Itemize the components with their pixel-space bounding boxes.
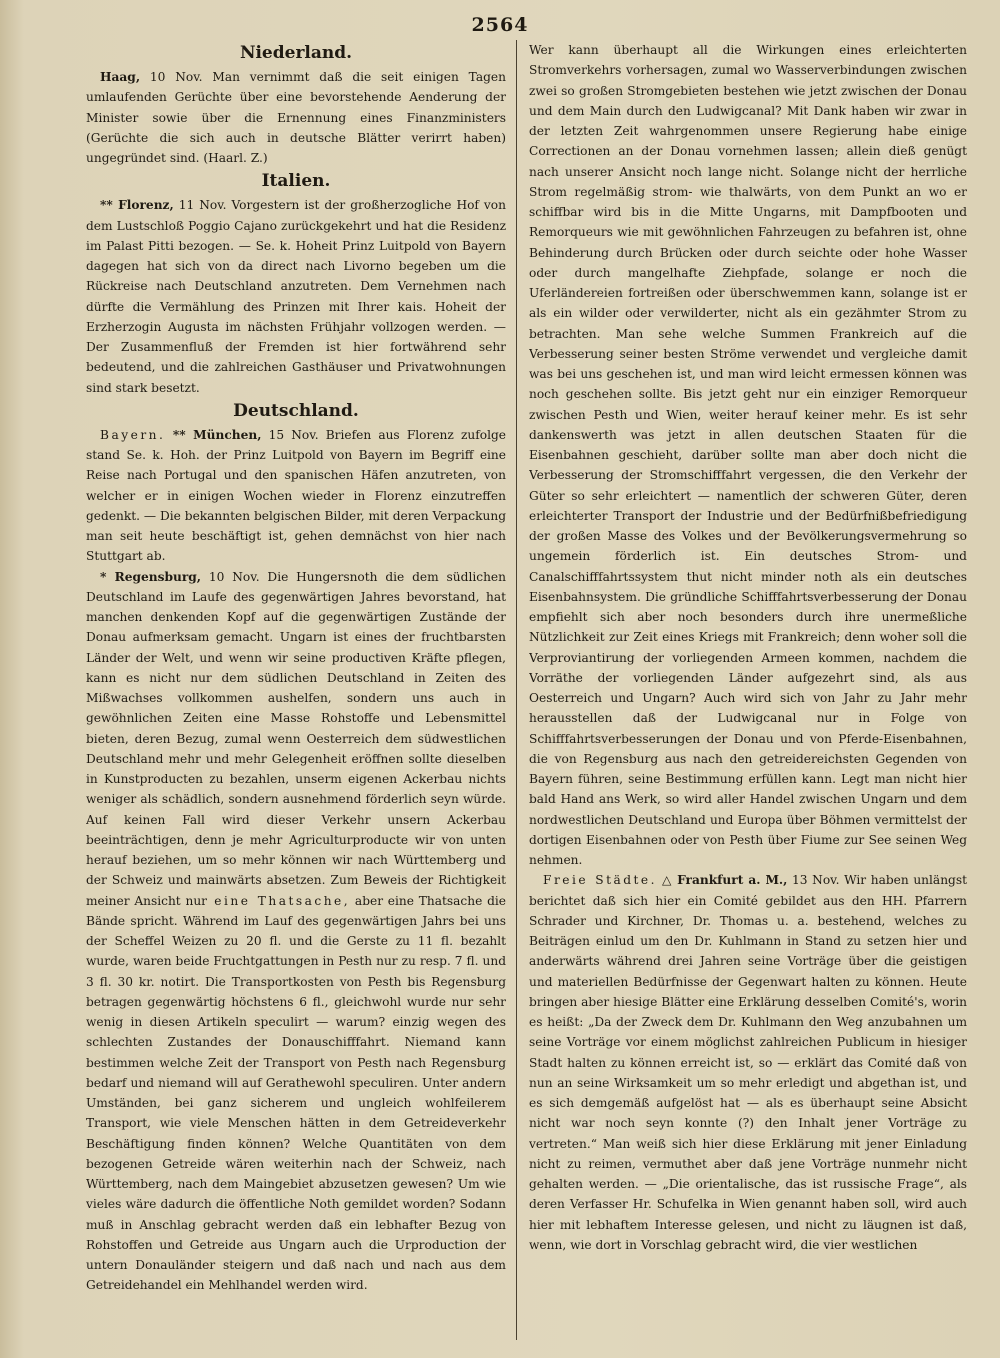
left-column [86, 40, 506, 1296]
dateline-haag: Haag, [100, 70, 141, 84]
heading-deutschland: Deutschland. [233, 400, 359, 421]
emphasis-thatsache: eine Thatsache, [207, 893, 351, 908]
page-number: 2564 [471, 14, 529, 36]
article-regensburg [86, 567, 506, 1296]
article-florenz [86, 195, 506, 398]
heading-italien: Italien. [261, 171, 331, 192]
article-regensburg-text-cont: aber eine Thatsache die Bände spricht. Während im Lauf des gegenwärtigen Jahrs bei uns der Scheffel Weizen zu 20 fl. und die Gerste zu 11 fl. bezahlt wurde, waren beide Fruchtgattungen in Pesth nur zu resp. 7 fl. und 3 fl. 30 kr. notirt. Die Transportkosten von Pesth bis Regensburg betragen gegenwärtig höchstens 6 fl., gleichwohl wurde nur sehr wenig in diesen Artikeln speculirt — warum? einzig wegen des schlechten Zustandes der Donauschifffahrt. Niemand kann bestimmen welche Zeit der Transport von Pesth nach Regensburg bedarf und niemand will auf Gerathewohl speculiren. Unter andern Umständen, bei ganz sicherem und ungleich wohlfeilerem Transport, wie viele Menschen hätten in dem Getreideverkehr Beschäftigung finden können? Welche Quantitäten von dem bezogenen Getreide wären weiterhin nach der Schweiz, nach Württemberg, nach dem Maingebiet abzusetzen gewesen? Um wie vieles wäre dadurch die öffentliche Noth gemildet worden? Sodann muß in Anschlag gebracht werden daß ein lebhafter Bezug von Rohstoffen und Getreide aus Ungarn auch die Urproduction der untern Donauländer steigern und daß nach und nach aus dem Getreidehandel ein Mehlhandel werden wird. [86, 893, 506, 1293]
right-column [529, 40, 967, 1255]
region-bayern: Bayern. [100, 427, 166, 442]
column-divider [516, 40, 517, 1340]
article-frankfurt-text: 13 Nov. Wir haben unlängst berichtet daß sich hier ein Comité gebildet aus den HH. Pfarrern Schrader und Kirchner, Dr. Thomas u. a. bestehend, welches zu Beiträgen einlud um den Dr. Kuhlmann in Stand zu setzen hier und anderwärts während drei Jahren seine Vorträge über die geistigen und materiellen Bedürfnisse der Gegenwart halten zu können. Heute bringen aber hiesige Blätter eine Erklärung desselben Comité's, worin es heißt: „Da der Zweck dem Dr. Kuhlmann den Weg anzubahnen um seine Vorträge vor einem möglichst zahlreichen Publicum in hiesiger Stadt halten zu können erreicht ist, so — erklärt das Comité daß von nun an seine Wirksamkeit um so mehr erledigt und abgethan ist, und es sich demgemäß aufgelöst hat — als es überhaupt seine Absicht nicht war noch seyn konnte (?) den Inhalt jener Vorträge zu vertreten.“ Man weiß sich hier diese Erklärung mit jener Einladung nicht zu reimen, vermuthet aber daß jene Vorträge nunmehr nicht gehalten werden. — „Die orientalische, das ist russische Frage“, als deren Verfasser Hr. Schufelka in Wien genannt haben soll, wird auch hier mit lebhaftem Interesse gelesen, und nicht zu läugnen ist daß, wenn, wie dort in Vorschlag gebracht wird, die vier westlichen [529, 873, 967, 1252]
article-regensburg-continued: Wer kann überhaupt all die Wirkungen eines erleichterten Stromverkehrs vorhersagen, zumal wo Wasserverbindungen zwischen zwei so großen Stromgebieten bestehen wie jetzt zwischen der Donau und dem Main durch den Ludwigcanal? Mit Dank haben wir zwar in der letzten Zeit wahrgenommen unsere Regierung habe einige Correctionen an der Donau vornehmen lassen; allein dieß genügt nach unserer Ansicht noch lange nicht. Solange nicht der herrliche Strom regelmäßig strom- wie thalwärts, von dem Punkt an wo er schiffbar wird bis in die Mitte Ungarns, mit Dampfbooten und Remorqueurs wie mit gewöhnlichen Fahrzeugen zu befahren ist, ohne Behinderung durch Brücken oder durch seichte oder hohe Wasser oder durch mangelhafte Ziehpfade, solange er noch die Uferländereien fortreißen oder überschwemmen kann, solange ist er als ein wilder oder verwilderter, nicht als ein gezähmter Strom zu betrachten. Man sehe welche Summen Frankreich auf die Verbesserung seiner besten Ströme verwendet und vergleiche damit was bei uns geschehen ist, und man wird leicht ermessen können was noch geschehen sollte. Bis jetzt geht nur ein einziger Remorqueur zwischen Pesth und Wien, weiter herauf keiner mehr. Es ist sehr dankenswerth was jetzt in allen deutschen Staaten für die Eisenbahnen geschieht, darüber sollte man aber doch nicht die Verbesserung der Stromschifffahrt vergessen, die den Verkehr der Güter so sehr erleichtert — namentlich der schweren Güter, deren erleichterter Transport der Industrie und der Bedürfnißbefriedigung der großen Masse des Volkes und der Bevölkerungsvermehrung so ungemein förderlich ist. Ein deutsches Strom- und Canalschifffahrtssystem thut nicht minder noth als ein deutsches Eisenbahnsystem. Die gründliche Schifffahrtsverbesserung der Donau empfiehlt sich aber noch besonders durch ihre unermeßliche Nützlichkeit zur Zeit eines Kriegs mit Frankreich; denn woher soll die Verproviantirung der vorliegenden Armeen kommen, nachdem die Vorräthe der vorliegenden Länder aufgezehrt sind, als aus Oesterreich und Ungarn? Auch wird sich von Jahr zu Jahr mehr herausstellen daß der Ludwigcanal nur in Folge von Schifffahrtsverbesserungen der Donau und von Pferde-Eisenbahnen, die von Regensburg aus nach den getreidereichsten Gegenden von Bayern führen, seine Bestimmung erfüllen kann. Legt man nicht hier bald Hand ans Werk, so wird aller Handel zwischen Ungarn und dem nordwestlichen Deutschland und Europa über Böhmen vermittelst der dortigen Eisenbahnen oder von Pesth über Fiume zur See seinen Weg nehmen. [529, 43, 967, 867]
dateline-frankfurt: △ Frankfurt a. M., [657, 873, 788, 888]
article-haag [86, 67, 506, 168]
dateline-muenchen: ** München, [165, 427, 262, 442]
heading-niederland: Niederland. [239, 43, 353, 63]
article-regensburg-text: 10 Nov. Die Hungersnoth die dem südlichen Deutschland im Laufe des gegenwärtigen Jahres bevorstand, hat manchen denkenden Kopf auf die gegenwärtigen Zustände der Donau aufmerksam gemacht. Ungarn ist eines der fruchtbarsten Länder der Welt, und wenn wir seine productiven Kräfte pflegen, kann es nicht nur dem südlichen Deutschland in Zeiten des Mißwachses vollkommen aushelfen, sondern uns auch in gewöhnlichen Zeiten eine Masse Rohstoffe und Lebensmittel bieten, deren Bezug, zumal wenn Oesterreich dem südwestlichen Deutschland mehr und mehr Gelegenheit eröffnen sollte dieselben in Kunstproducten zu bezahlen, unserm eigenen Ackerbau nichts weniger als schädlich, sondern ausnehmend förderlich seyn würde. Auf keinen Fall wird dieser Verkehr unsern Ackerbau beeinträchtigen, denn je mehr Agriculturproducte wir von unten herauf beziehen, um so mehr können wir nach Württemberg und der Schweiz und mainwärts absetzen. Zum Beweis der Richtigkeit meiner Ansicht nur [86, 569, 506, 908]
article-haag-text: 10 Nov. Man vernimmt daß die seit einigen Tagen umlaufenden Gerüchte über eine bevorstehende Aenderung der Minister sowie über die Ernennung eines Finanzministers (Gerüchte die sich auch in deutsche Blätter verirrt haben) ungegründet sind. (Haarl. Z.) [86, 70, 506, 165]
article-florenz-text: 11 Nov. Vorgestern ist der großherzogliche Hof von dem Lustschloß Poggio Cajano zurückgekehrt und hat die Residenz im Palast Pitti bezogen. — Se. k. Hoheit Prinz Luitpold von Bayern dagegen hat sich von da direct nach Livorno begeben um die Rückreise nach Deutschland anzutreten. Dem Vernehmen nach dürfte die Vermählung des Prinzen mit Ihrer kais. Hoheit der Erzherzogin Augusta im nächsten Frühjahr vollzogen werden. — Der Zusammenfluß der Fremden ist hier fortwährend sehr bedeutend, und die zahlreichen Gasthäuser und Privatwohnungen sind stark besetzt. [86, 198, 506, 395]
dateline-regensburg: * Regensburg, [100, 569, 202, 584]
article-muenchen [86, 425, 506, 567]
article-frankfurt [529, 870, 967, 1255]
article-muenchen-text: 15 Nov. Briefen aus Florenz zufolge stand Se. k. Hoh. der Prinz Luitpold von Bayern im Begriff eine Reise nach Portugal und den spanischen Häfen anzutreten, von welcher er in einigen Wochen wieder in Florenz einzutreffen gedenkt. — Die bekannten belgischen Bilder, mit deren Verpackung man seit heute beschäftigt ist, gehen demnächst von hier nach Stuttgart ab. [86, 427, 506, 564]
region-freie-staedte: Freie Städte. [543, 873, 658, 888]
dateline-florenz: ** Florenz, [100, 198, 174, 213]
